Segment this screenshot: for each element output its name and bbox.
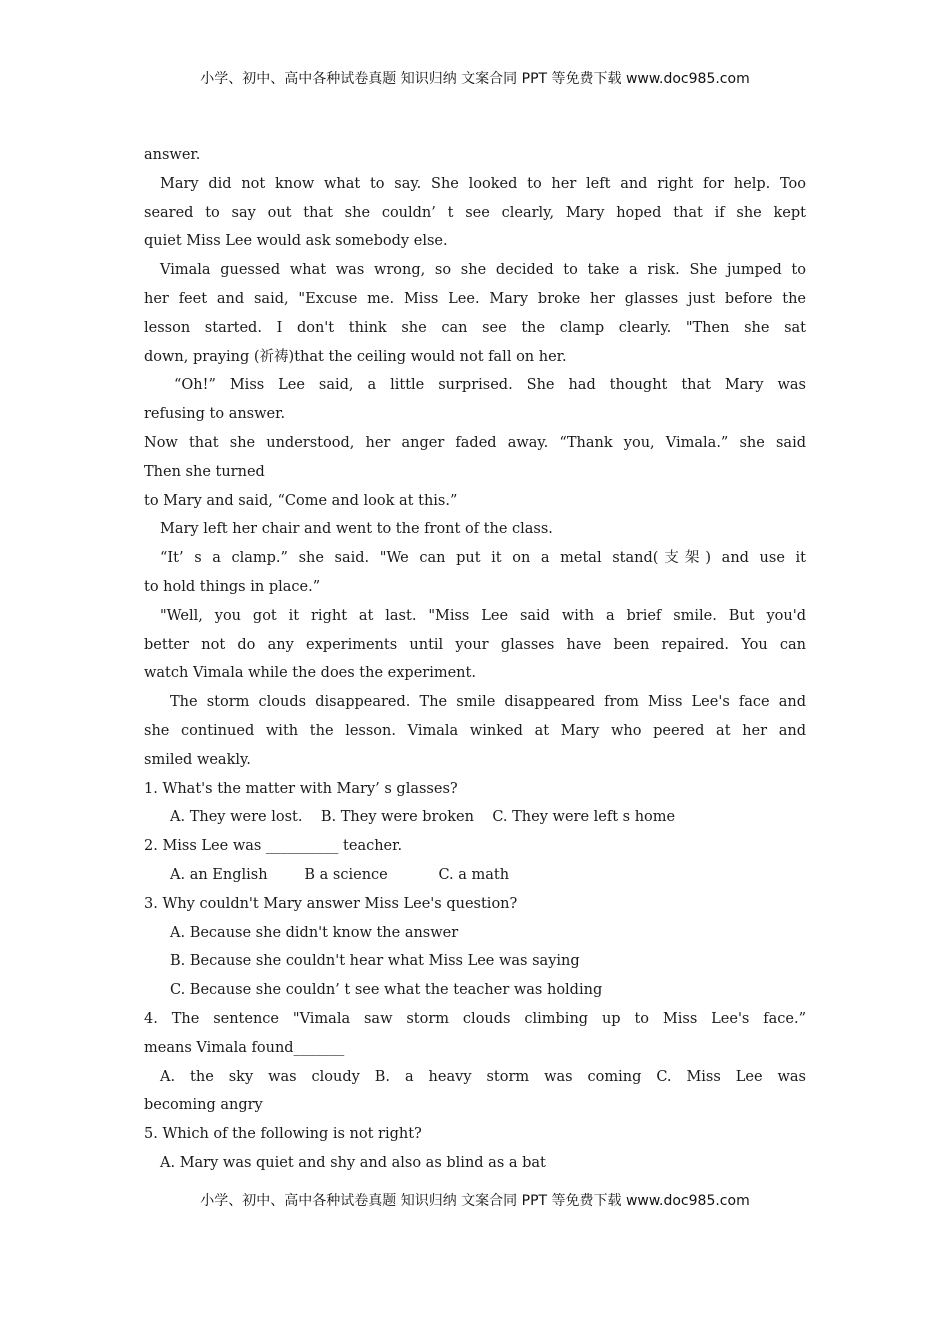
- question-line: 1. What's the matter with Mary’ s glasses?: [144, 780, 458, 797]
- text-line: "Well, you got it right at last. "Miss Lee said with a brief smile. But you'd: [160, 607, 806, 624]
- answer-option: B. Because she couldn't hear what Miss Lee was saying: [170, 953, 580, 970]
- text-line: refusing to answer.: [144, 406, 286, 423]
- question-line: 5. Which of the following is not right?: [144, 1126, 422, 1143]
- text-line: The storm clouds disappeared. The smile disappeared from Miss Lee's face and: [170, 694, 806, 711]
- text-line: seared to say out that she couldn’ t see clearly, Mary hoped that if she kept: [144, 204, 806, 221]
- text-line: down, praying (祈祷)that the ceiling would not fall on her.: [144, 348, 567, 365]
- text-line: she continued with the lesson. Vimala winked at Mary who peered at her and: [144, 722, 806, 739]
- answer-options: A. an English B a science C. a math: [170, 866, 510, 883]
- question-line: means Vimala found_______: [144, 1039, 345, 1056]
- question-line: 2. Miss Lee was __________ teacher.: [144, 838, 403, 855]
- text-line: smiled weakly.: [144, 751, 251, 768]
- text-line: Mary did not know what to say. She looked to her left and right for help. Too: [160, 175, 806, 192]
- text-line: quiet Miss Lee would ask somebody else.: [144, 233, 448, 250]
- page-header: 小学、初中、高中各种试卷真题 知识归纳 文案合同 PPT 等免费下载 www.doc985.com: [200, 71, 750, 87]
- page-footer: 小学、初中、高中各种试卷真题 知识归纳 文案合同 PPT 等免费下载 www.doc985.com: [200, 1193, 750, 1209]
- text-line: “Oh!” Miss Lee said, a little surprised. She had thought that Mary was: [174, 377, 806, 394]
- answer-options: becoming angry: [144, 1097, 263, 1114]
- text-line: her feet and said, "Excuse me. Miss Lee. Mary broke her glasses just before the: [144, 290, 806, 307]
- answer-option: A. Because she didn't know the answer: [170, 924, 459, 941]
- text-line: Now that she understood, her anger faded away. “Thank you, Vimala.” she said: [144, 434, 806, 451]
- answer-options: A. the sky was cloudy B. a heavy storm was coming C. Miss Lee was: [160, 1068, 806, 1085]
- text-line: “It’ s a clamp.” she said. "We can put it on a metal stand(支架) and use it: [160, 550, 806, 567]
- text-line: Mary left her chair and went to the front of the class.: [160, 521, 553, 538]
- text-line: to hold things in place.”: [144, 578, 321, 595]
- document-body: [144, 141, 806, 1178]
- answer-option: C. Because she couldn’ t see what the teacher was holding: [170, 982, 603, 999]
- text-line: to Mary and said, “Come and look at this.”: [144, 492, 458, 509]
- text-line: lesson started. I don't think she can see the clamp clearly. "Then she sat: [144, 319, 806, 336]
- question-line: 3. Why couldn't Mary answer Miss Lee's question?: [144, 895, 518, 912]
- text-line: Vimala guessed what was wrong, so she decided to take a risk. She jumped to: [160, 262, 806, 279]
- text-line: watch Vimala while the does the experiment.: [144, 665, 476, 682]
- text-line: Then she turned: [144, 463, 265, 480]
- text-line: answer.: [144, 147, 201, 163]
- answer-option: A. Mary was quiet and shy and also as blind as a bat: [160, 1154, 546, 1171]
- answer-options: A. They were lost. B. They were broken C. They were left s home: [170, 809, 676, 826]
- question-line: 4. The sentence "Vimala saw storm clouds climbing up to Miss Lee's face.”: [144, 1010, 806, 1027]
- text-line: better not do any experiments until your glasses have been repaired. You can: [144, 636, 806, 653]
